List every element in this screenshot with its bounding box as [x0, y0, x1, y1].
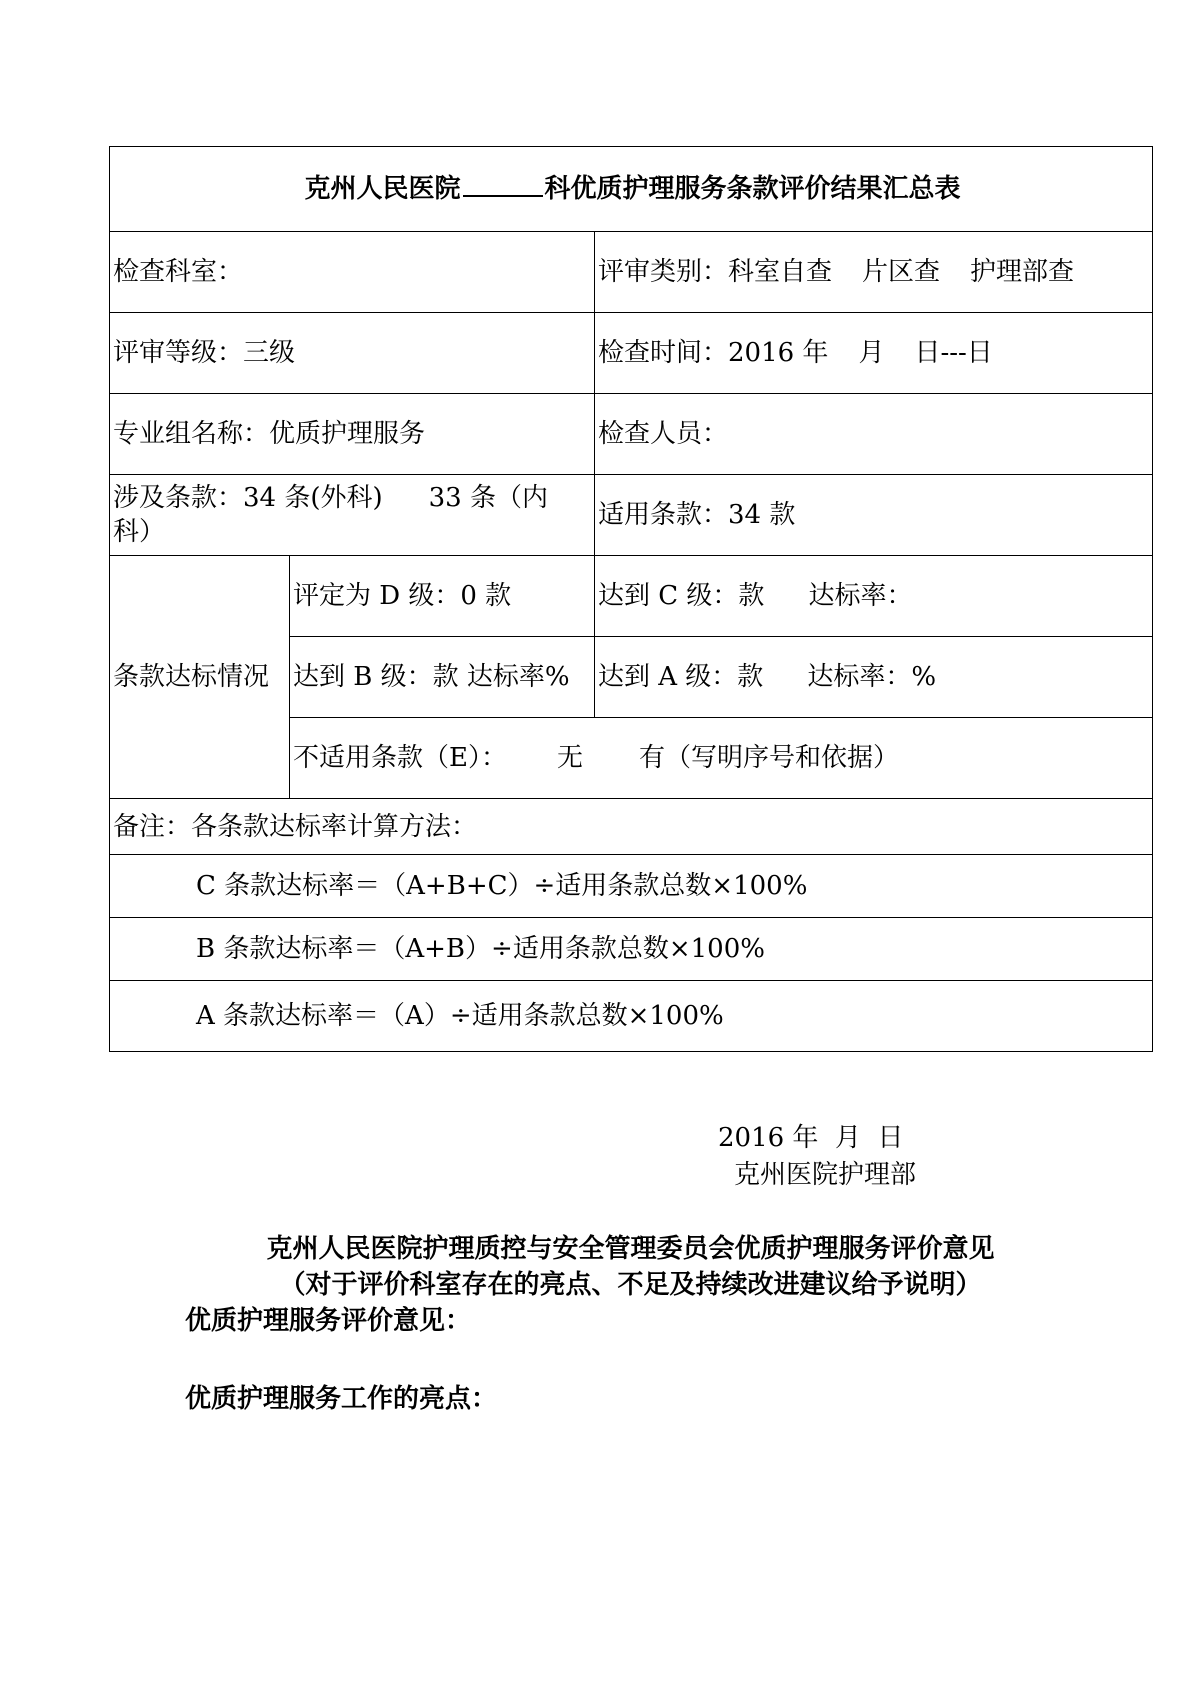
grade-c-rate: 达标率： — [808, 581, 913, 611]
grade-c-cell[interactable] — [595, 556, 1153, 637]
clauses-applicable-label: 适用条款：34 款 — [598, 500, 796, 530]
signature-org: 克州医院护理部 — [734, 1160, 917, 1190]
review-type-district: 片区查 — [862, 257, 941, 287]
clauses-involved-surgery: 涉及条款：34 条(外科) — [113, 483, 383, 513]
time-label: 检查时间：2016 年 — [598, 338, 829, 368]
dept-blank[interactable] — [463, 173, 543, 197]
formula-b-cell — [110, 918, 1153, 981]
formula-a: A 条款达标率＝（A）÷适用条款总数×100% — [196, 1001, 724, 1031]
level-label: 评审等级：三级 — [113, 338, 296, 368]
clauses-applicable-cell — [595, 475, 1153, 556]
formula-c-cell — [110, 855, 1153, 918]
grade-b-cell[interactable] — [290, 637, 595, 718]
inspector-cell[interactable] — [595, 394, 1153, 475]
dept-label: 检查科室： — [113, 257, 244, 287]
note-label: 备注：各条款达标率计算方法： — [113, 811, 478, 842]
formula-b: B 条款达标率＝（A+B）÷适用条款总数×100% — [196, 934, 765, 964]
not-applicable-none[interactable]: 无 — [556, 743, 583, 773]
not-applicable-label: 不适用条款（E）： — [293, 743, 507, 773]
not-applicable-cell[interactable] — [290, 718, 1153, 799]
note-cell — [110, 799, 1153, 855]
highlights-label: 优质护理服务工作的亮点： — [185, 1384, 498, 1414]
evaluation-summary-table — [109, 146, 1153, 1052]
title-hospital: 克州人民医院 — [304, 174, 461, 204]
clauses-involved-internal: 33 条（内 — [428, 483, 548, 513]
review-type-cell[interactable] — [595, 232, 1153, 313]
grade-a-count: 达到 A 级：款 — [598, 662, 764, 692]
time-cell[interactable] — [595, 313, 1153, 394]
grade-d-label: 评定为 D 级：0 款 — [293, 581, 512, 611]
grade-a-cell[interactable] — [595, 637, 1153, 718]
group-label: 专业组名称：优质护理服务 — [113, 419, 426, 449]
review-type-nursing: 护理部查 — [970, 257, 1075, 287]
clauses-involved-cell — [110, 475, 595, 556]
clauses-involved-internal-end: 科） — [113, 517, 166, 547]
inspector-label: 检查人员： — [598, 419, 729, 449]
review-type-label: 评审类别：科室自查 — [598, 257, 833, 287]
not-applicable-yes[interactable]: 有（写明序号和依据） — [639, 743, 900, 773]
grade-a-rate: 达标率：% — [807, 662, 937, 692]
grade-c-count: 达到 C 级：款 — [598, 581, 765, 611]
level-cell — [110, 313, 595, 394]
form-title — [110, 147, 1153, 232]
formula-a-cell — [110, 981, 1153, 1052]
grade-d-cell[interactable] — [290, 556, 595, 637]
grade-b-label: 达到 B 级：款 达标率% — [293, 662, 570, 692]
formula-c: C 条款达标率＝（A+B+C）÷适用条款总数×100% — [196, 871, 808, 901]
opinion-heading: 克州人民医院护理质控与安全管理委员会优质护理服务评价意见 — [266, 1234, 995, 1264]
compliance-label: 条款达标情况 — [113, 662, 270, 692]
title-rest: 科优质护理服务条款评价结果汇总表 — [544, 174, 961, 204]
dept-cell[interactable] — [110, 232, 595, 313]
group-cell — [110, 394, 595, 475]
signature-date: 2016 年 月 日 — [718, 1123, 904, 1153]
time-day: 日---日 — [914, 338, 993, 368]
opinion-label: 优质护理服务评价意见： — [185, 1306, 472, 1336]
opinion-subheading: （对于评价科室存在的亮点、不足及持续改进建议给予说明） — [279, 1270, 982, 1300]
time-month: 月 — [858, 338, 885, 368]
compliance-label-cell — [110, 556, 290, 799]
